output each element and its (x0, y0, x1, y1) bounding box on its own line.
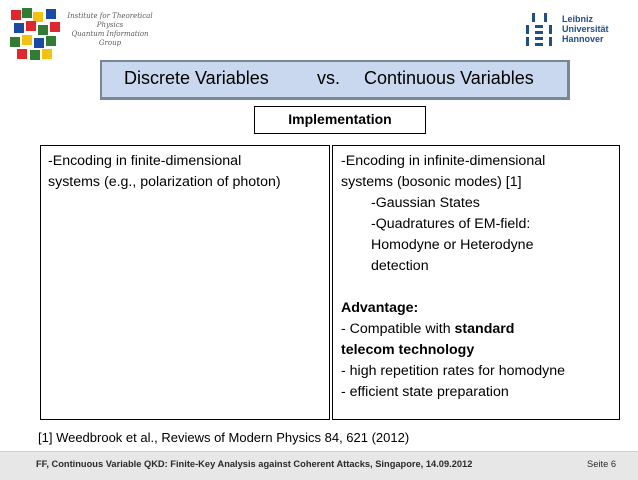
implementation-label: Implementation (254, 106, 426, 134)
puzzle-logo-icon (8, 6, 66, 62)
university-logo (522, 10, 626, 52)
page-number: Seite 6 (587, 459, 616, 469)
advantage-line-2: telecom technology (341, 342, 475, 358)
title-discrete: Discrete Variables (124, 68, 269, 88)
title-continuous: Continuous Variables (364, 68, 534, 88)
advantage-block (341, 298, 565, 403)
continuous-panel (332, 145, 620, 420)
footer (0, 451, 638, 480)
subitem: detection (371, 258, 429, 274)
continuous-line: -Encoding in infinite-dimensional (341, 153, 546, 169)
luh-logo-icon (522, 10, 558, 48)
title-vs: vs. (317, 68, 341, 88)
university-name: Leibniz Universität Hannover (562, 14, 609, 44)
continuous-line: systems (bosonic modes) [1] (341, 174, 522, 190)
advantage-line-3: - high repetition rates for homodyne (341, 363, 565, 379)
discrete-line: -Encoding in finite-dimensional (48, 153, 242, 169)
continuous-subitems (371, 193, 533, 277)
discrete-panel (40, 145, 330, 420)
footer-text: FF, Continuous Variable QKD: Finite-Key Analysis against Coherent Attacks, Singapore, 14.09.2012 (36, 459, 473, 469)
advantage-prefix: - Compatible with (341, 321, 455, 337)
advantage-line-1 (341, 319, 565, 340)
institute-logo (8, 6, 153, 64)
discrete-line: systems (e.g., polarization of photon) (48, 174, 281, 190)
discrete-text (48, 151, 281, 193)
subitem: -Quadratures of EM-field: (371, 216, 531, 232)
advantage-title: Advantage: (341, 300, 419, 316)
subitem: -Gaussian States (371, 195, 480, 211)
continuous-text (341, 151, 545, 193)
advantage-line-4: - efficient state preparation (341, 384, 509, 400)
title-bar (100, 60, 570, 100)
advantage-bold-1: standard (454, 321, 515, 337)
institute-logo-text: Institute for Theoretical Physics Quantum Information Group (67, 12, 153, 47)
subitem: Homodyne or Heterodyne (371, 237, 534, 253)
reference: [1] Weedbrook et al., Reviews of Modern Physics 84, 621 (2012) (38, 430, 410, 445)
